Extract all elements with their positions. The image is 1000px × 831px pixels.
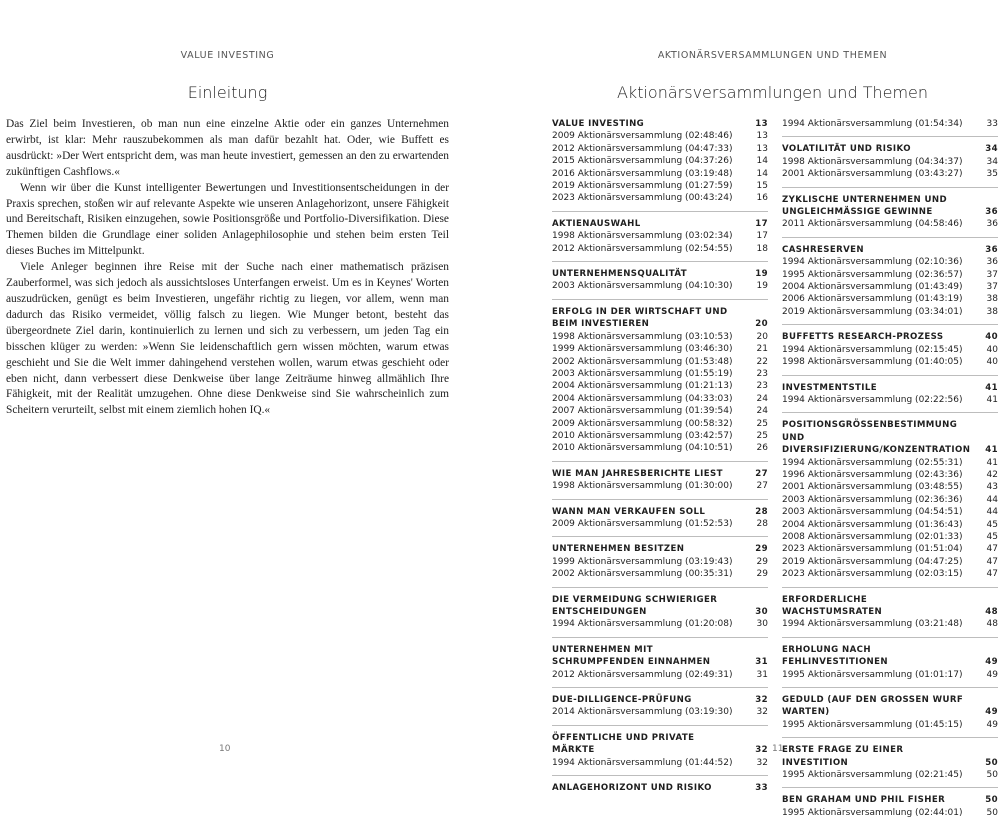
toc-entry-label: 2004 Aktionärsversammlung (01:43:49): [782, 282, 963, 293]
toc-section-page: 29: [755, 544, 768, 555]
toc-entry: [782, 531, 998, 543]
toc-section-title: ERSTE FRAGE ZU EINER INVESTITION: [782, 745, 904, 768]
toc-entry-page: 50: [986, 807, 998, 818]
toc-entry-page: 49: [986, 669, 998, 680]
toc-entry: [552, 368, 768, 380]
toc-entry-page: 31: [756, 669, 768, 680]
toc-section-title: ERFORDERLICHE WACHSTUMSRATEN: [782, 594, 883, 617]
toc-section: [552, 218, 768, 262]
toc-section-page: 33: [755, 783, 768, 794]
body-text: [6, 117, 449, 419]
toc-section-title: WANN MAN VERKAUFEN SOLL: [552, 506, 706, 517]
toc-entry-page: 38: [986, 306, 998, 317]
toc-entry-page: 45: [986, 519, 998, 530]
toc-entry-label: 2003 Aktionärsversammlung (04:10:30): [552, 281, 733, 292]
paragraph: Viele Anleger beginnen ihre Reise mit der Suche nach einer mathematisch präzisen Zauberformel, was sich jedoch als aussichtsloses Unterfangen erweist. Um es in Keynes' Worten auszudrücken, genügt es beim Investieren, ungefähr richtig zu liegen, vor allem, wenn man dadurch das Risiko vermeidet, völlig falsch zu liegen. Wie Munger betont, besteht das übergeordnete Ziel darin, kontinuierlich zu lernen und sich zu verbessern, um jeden Tag ein bisschen klüger zu werden: »Wenn Sie leidenschaftlich gern wissen möchten, warum etwas geschieht und Sie die Welt immer dahingehend verstehen wollen, warum etwas geschieht oder eben nicht, dann verbessert diese Denkweise über lange Zeiträume hinweg allmählich Ihre Fähigkeit, mit der Realität umzugehen. Ohne diese Denkweise sind Sie wahrscheinlich zum Scheitern verurteilt, selbst mit einem ziemlich hohen IQ.«: [6, 261, 449, 417]
toc-entry: [552, 331, 768, 343]
toc-entry: [552, 243, 768, 255]
toc-entry: [552, 168, 768, 180]
toc-entry-label: 1994 Aktionärsversammlung (02:15:45): [782, 344, 963, 355]
toc-section-page: 27: [755, 468, 768, 479]
toc-entry-page: 49: [986, 719, 998, 730]
toc-entry: [782, 118, 998, 130]
toc-section: [782, 382, 998, 414]
toc-section: [552, 644, 768, 688]
toc-entry: [782, 568, 998, 580]
toc-entry: [552, 405, 768, 417]
toc-entry-page: 14: [756, 168, 768, 179]
toc-entry-label: 2019 Aktionärsversammlung (01:27:59): [552, 181, 733, 192]
toc-entry-page: 21: [756, 344, 768, 355]
toc-entry: [552, 230, 768, 242]
toc-entry-label: 2012 Aktionärsversammlung (04:47:33): [552, 143, 733, 154]
toc-section-title: AKTIENAUSWAHL: [552, 218, 641, 229]
toc-entry-label: 2004 Aktionärsversammlung (01:36:43): [782, 519, 963, 530]
toc-section-heading: [552, 543, 768, 555]
toc-entry-label: 1994 Aktionärsversammlung (01:54:34): [782, 119, 963, 129]
toc-entry-label: 2015 Aktionärsversammlung (04:37:26): [552, 156, 733, 167]
toc-section: [552, 732, 768, 776]
toc-section-heading: [552, 732, 768, 757]
toc-entry: [782, 344, 998, 356]
toc-entry-label: 1998 Aktionärsversammlung (03:02:34): [552, 231, 733, 242]
toc-section-title: GEDULD (AUF DEN GROSSEN WURF WARTEN): [782, 695, 964, 718]
toc-entry: [552, 143, 768, 155]
toc-entry: [782, 481, 998, 493]
toc-entry-page: 23: [756, 381, 768, 392]
toc-section: [782, 143, 998, 187]
toc-entry-page: 38: [986, 294, 998, 305]
toc-section-page: 50: [985, 757, 998, 768]
toc-entry-label: 1999 Aktionärsversammlung (03:46:30): [552, 344, 733, 355]
running-head: AKTIONÄRSVERSAMMLUNGEN UND THEMEN: [657, 50, 888, 61]
toc-entry-page: 37: [986, 282, 998, 293]
toc-entry-label: 2012 Aktionärsversammlung (02:54:55): [552, 243, 733, 254]
toc-entry-page: 41: [986, 457, 998, 468]
toc-section: [552, 782, 768, 800]
toc-section-page: 49: [985, 707, 998, 718]
toc-section-heading: [782, 143, 998, 155]
toc-entry-label: 2016 Aktionärsversammlung (03:19:48): [552, 168, 733, 179]
toc-section-page: 32: [755, 695, 768, 706]
toc-entry: [552, 418, 768, 430]
toc-entry: [552, 280, 768, 292]
toc-entry-label: 1994 Aktionärsversammlung (02:10:36): [782, 257, 963, 268]
chapter-title: Aktionärsversammlungen und Themen: [616, 83, 929, 102]
toc-entry-page: 40: [986, 344, 998, 355]
toc-section-page: 28: [755, 506, 768, 517]
toc-entry-label: 2008 Aktionärsversammlung (02:01:33): [782, 531, 963, 542]
toc-section-heading: [782, 194, 998, 219]
toc-entry-page: 27: [756, 481, 768, 492]
toc-entry-label: 1998 Aktionärsversammlung (03:10:53): [552, 331, 733, 342]
toc-entry-page: 23: [756, 368, 768, 379]
toc-entry-label: 2012 Aktionärsversammlung (02:49:31): [552, 669, 733, 680]
toc-section-page: 50: [985, 795, 998, 806]
toc-section-heading: [782, 794, 998, 806]
paragraph: Wenn wir über die Kunst intelligenter Bewertungen und Investitionsentscheidungen in der Praxis sprechen, stoßen wir auf relevante Aspekte wie unseren Anlagehorizont, unsere Fähigkeit und Bereitschaft, Risiken einzugehen, sowie Positionsgröße und Portfolio-Diversifikation. Diese Themen bilden die Grundlage einer soliden Anlagephilosophie und stehen beim ersten Teil dieses Buches im Mittelpunkt.: [6, 181, 449, 258]
toc-entry-page: 47: [986, 569, 998, 580]
toc-entry-page: 50: [986, 770, 998, 781]
toc-entry: [782, 618, 998, 630]
toc-entry-page: 24: [756, 406, 768, 417]
toc-entry: [782, 556, 998, 568]
toc-entry: [782, 506, 998, 518]
toc-entry-label: 1994 Aktionärsversammlung (03:21:48): [782, 619, 963, 630]
toc-entry-page: 35: [986, 169, 998, 180]
toc-entry: [782, 457, 998, 469]
left-page: [0, 0, 500, 800]
toc-entry: [552, 480, 768, 492]
toc-entry-label: 1995 Aktionärsversammlung (02:36:57): [782, 269, 963, 280]
toc-entry: [782, 543, 998, 555]
toc-entry-page: 14: [756, 156, 768, 167]
toc-entry-page: 16: [756, 193, 768, 204]
toc-section-title: DIE VERMEIDUNG SCHWIERIGER ENTSCHEIDUNGEN: [552, 594, 718, 617]
toc-entry: [552, 430, 768, 442]
toc-section-heading: [782, 244, 998, 256]
toc-entry-label: 2014 Aktionärsversammlung (03:19:30): [552, 707, 733, 718]
toc-entry-page: 43: [986, 482, 998, 493]
toc-entry-page: 36: [986, 257, 998, 268]
toc-entry-page: 42: [986, 469, 998, 480]
toc-entry-page: 40: [986, 357, 998, 368]
toc-section-title: UNTERNEHMENSQUALITÄT: [552, 269, 687, 280]
toc-entry-label: 2023 Aktionärsversammlung (02:03:15): [782, 569, 963, 580]
toc-section-heading: [552, 306, 768, 331]
toc-entry-label: 2023 Aktionärsversammlung (00:43:24): [552, 193, 733, 204]
toc-entry-label: 1994 Aktionärsversammlung (02:22:56): [782, 394, 963, 405]
toc-entry: [782, 769, 998, 781]
toc-entry: [782, 156, 998, 168]
toc-section-page: 31: [755, 657, 768, 668]
toc-entry-page: 24: [756, 393, 768, 404]
toc-entry-page: 19: [756, 281, 768, 292]
toc-section-page: 17: [755, 218, 768, 229]
toc-section-title: ERHOLUNG NACH FEHLINVESTITIONEN: [782, 644, 888, 668]
toc-section-heading: [552, 468, 768, 480]
toc-entry-page: 30: [756, 619, 768, 630]
toc-entry: [552, 393, 768, 405]
toc-entry-label: 2004 Aktionärsversammlung (04:33:03): [552, 393, 733, 404]
toc-section-heading: [552, 644, 768, 669]
toc-section: [552, 468, 768, 500]
toc-section-title: BEN GRAHAM UND PHIL FISHER: [782, 795, 946, 806]
toc-section-heading: [552, 506, 768, 518]
toc-entry-page: 44: [986, 494, 998, 505]
toc-section: [782, 194, 998, 238]
toc-section: [782, 644, 998, 688]
toc-entry-label: 2003 Aktionärsversammlung (01:55:19): [552, 368, 733, 379]
toc-entry-label: 1995 Aktionärsversammlung (01:45:15): [782, 719, 963, 730]
chapter-title: Einleitung: [187, 83, 268, 102]
toc-entry-page: 32: [756, 707, 768, 718]
toc-entry-label: 1995 Aktionärsversammlung (01:01:17): [782, 669, 963, 680]
toc-entry-label: 1998 Aktionärsversammlung (01:40:05): [782, 357, 963, 368]
toc-entry: [782, 669, 998, 681]
toc-entry: [552, 180, 768, 192]
toc-section-heading: [782, 744, 998, 769]
toc-entry-label: 2010 Aktionärsversammlung (04:10:51): [552, 443, 733, 454]
toc-entry: [782, 719, 998, 731]
toc-entry-label: 2023 Aktionärsversammlung (01:51:04): [782, 544, 963, 555]
toc-column-1: [552, 118, 768, 806]
toc-entry: [782, 494, 998, 506]
toc-entry-page: 18: [756, 243, 768, 254]
toc-entry-label: 1994 Aktionärsversammlung (01:44:52): [552, 757, 733, 768]
toc-entry-page: 20: [756, 331, 768, 342]
toc-section-heading: [782, 382, 998, 394]
toc-entry-page: 13: [756, 143, 768, 154]
toc-section-heading: [782, 331, 998, 343]
toc-section-page: 48: [985, 607, 998, 617]
toc-section: [782, 118, 998, 137]
toc-section-page: 34: [985, 144, 998, 155]
toc-column-2: [782, 118, 998, 831]
toc-section: [782, 744, 998, 788]
toc-section-page: 13: [755, 119, 768, 129]
toc-section: [552, 306, 768, 462]
toc-section: [782, 331, 998, 375]
toc-section-heading: [552, 782, 768, 794]
toc-entry-label: 1995 Aktionärsversammlung (02:44:01): [782, 807, 963, 818]
toc-entry-label: 1994 Aktionärsversammlung (01:20:08): [552, 619, 733, 630]
toc-section-page: 20: [755, 319, 768, 330]
toc-section: [782, 694, 998, 738]
toc-entry-page: 29: [756, 569, 768, 580]
toc-entry-page: 29: [756, 556, 768, 567]
toc-section: [552, 268, 768, 300]
toc-entry-page: 45: [986, 531, 998, 542]
toc-entry-label: 2004 Aktionärsversammlung (01:21:13): [552, 381, 733, 392]
toc-section-page: 41: [985, 445, 998, 456]
toc-section-title: UNTERNEHMEN MIT SCHRUMPFENDEN EINNAHMEN: [552, 644, 711, 668]
toc-section-heading: [552, 694, 768, 706]
toc-entry: [782, 269, 998, 281]
toc-entry: [552, 442, 768, 454]
toc-section-page: 40: [985, 332, 998, 343]
toc-section-heading: [552, 594, 768, 619]
toc-entry-page: 44: [986, 507, 998, 518]
toc-entry-page: 37: [986, 269, 998, 280]
toc-entry: [782, 306, 998, 318]
toc-entry: [782, 293, 998, 305]
toc-entry: [552, 568, 768, 580]
toc-section-title: UNTERNEHMEN BESITZEN: [552, 544, 685, 555]
toc-section-heading: [782, 419, 998, 456]
toc-section-title: WIE MAN JAHRESBERICHTE LIEST: [552, 468, 723, 479]
toc-entry-label: 2009 Aktionärsversammlung (01:52:53): [552, 518, 733, 529]
toc-entry-label: 1998 Aktionärsversammlung (04:34:37): [782, 156, 963, 167]
toc-entry-page: 34: [986, 156, 998, 167]
toc-section: [782, 419, 998, 587]
toc-section-title: ANLAGEHORIZONT UND RISIKO: [552, 783, 712, 794]
right-page: [500, 0, 1000, 818]
toc-section-heading: [782, 694, 998, 719]
toc-section-page: 32: [755, 745, 768, 756]
toc-entry-label: 1998 Aktionärsversammlung (01:30:00): [552, 481, 733, 492]
toc-entry: [552, 343, 768, 355]
toc-entry: [552, 192, 768, 204]
page-number: 11: [772, 744, 784, 754]
toc-entry: [552, 556, 768, 568]
toc-entry: [552, 618, 768, 630]
toc-section-heading: [552, 118, 768, 130]
toc-entry: [552, 155, 768, 167]
paragraph: Das Ziel beim Investieren, ob man nun eine einzelne Aktie oder ein ganzes Unternehmen erwirbt, ist klar: Mehr rauszubekommen als man dafür bezahlt hat. Oder, wie Buffett es ausdrückt: »Der Wert entspricht dem, was man heute investiert, gemessen an den zu erwartenden zukünftigen Cashflows.«: [6, 118, 449, 178]
toc-section-title: DUE-DILLIGENCE-PRÜFUNG: [552, 695, 692, 706]
toc-entry-label: 2009 Aktionärsversammlung (00:58:32): [552, 418, 733, 429]
toc-entry-label: 2001 Aktionärsversammlung (03:43:27): [782, 169, 963, 180]
toc-entry-label: 1996 Aktionärsversammlung (02:43:36): [782, 469, 963, 480]
page-number: 10: [219, 744, 231, 754]
toc-entry-label: 2002 Aktionärsversammlung (01:53:48): [552, 356, 733, 367]
toc-entry-label: 2003 Aktionärsversammlung (02:36:36): [782, 494, 963, 505]
toc-entry: [782, 469, 998, 481]
toc-entry: [552, 669, 768, 681]
toc-entry-page: 17: [756, 231, 768, 242]
toc-entry: [552, 757, 768, 769]
toc-section: [552, 506, 768, 538]
toc-entry-label: 2011 Aktionärsversammlung (04:58:46): [782, 219, 963, 230]
toc-entry: [782, 394, 998, 406]
toc-entry-label: 2001 Aktionärsversammlung (03:48:55): [782, 482, 963, 493]
toc-entry-page: 32: [756, 757, 768, 768]
toc-entry-page: 47: [986, 556, 998, 567]
toc-entry: [782, 256, 998, 268]
toc-entry: [552, 518, 768, 530]
toc-section: [782, 244, 998, 325]
toc-section-title: ZYKLISCHE UNTERNEHMEN UND UNGLEICHMÄSSIGE GEWINNE: [782, 194, 948, 218]
toc-section-page: 36: [985, 244, 998, 255]
toc-section-page: 41: [985, 382, 998, 393]
toc-section: [782, 794, 998, 825]
toc-entry: [552, 356, 768, 368]
toc-entry-page: 22: [756, 356, 768, 367]
toc-section-title: POSITIONSGRÖSSENBESTIMMUNG UND DIVERSIFIZIERUNG/KONZENTRATION: [782, 420, 971, 456]
toc-section-heading: [552, 268, 768, 280]
toc-entry: [782, 807, 998, 819]
toc-entry: [552, 380, 768, 392]
toc-entry: [782, 356, 998, 368]
toc-entry-label: 2010 Aktionärsversammlung (03:42:57): [552, 430, 733, 441]
toc-entry-page: 26: [756, 443, 768, 454]
toc-section-title: CASHRESERVEN: [782, 244, 865, 255]
toc-section-title: VALUE INVESTING: [552, 119, 645, 129]
toc-entry-label: 2019 Aktionärsversammlung (03:34:01): [782, 306, 963, 317]
toc-section-title: INVESTMENTSTILE: [782, 382, 878, 393]
toc-entry: [782, 519, 998, 531]
toc-entry-page: 33: [986, 119, 998, 129]
toc-section-page: 19: [755, 269, 768, 280]
toc-entry-page: 25: [756, 418, 768, 429]
toc-entry-page: 13: [756, 131, 768, 142]
toc-entry-page: 36: [986, 219, 998, 230]
toc-entry-page: 48: [986, 619, 998, 630]
toc-entry-label: 1995 Aktionärsversammlung (02:21:45): [782, 770, 963, 781]
toc-entry: [782, 168, 998, 180]
toc-entry-label: 2007 Aktionärsversammlung (01:39:54): [552, 406, 733, 417]
toc-entry-label: 2009 Aktionärsversammlung (02:48:46): [552, 131, 733, 142]
toc-entry-page: 15: [756, 181, 768, 192]
toc-entry: [552, 706, 768, 718]
toc-entry-label: 1999 Aktionärsversammlung (03:19:43): [552, 556, 733, 567]
toc-entry-label: 2002 Aktionärsversammlung (00:35:31): [552, 569, 733, 580]
running-head: VALUE INVESTING: [180, 50, 275, 61]
toc-entry: [782, 281, 998, 293]
toc-entry: [782, 218, 998, 230]
toc-section-page: 49: [985, 657, 998, 668]
toc-section: [552, 594, 768, 638]
toc-section-title: VOLATILITÄT UND RISIKO: [782, 144, 911, 155]
toc-section-title: ERFOLG IN DER WIRTSCHAFT UND BEIM INVESTIEREN: [552, 306, 728, 330]
toc-entry-label: 1994 Aktionärsversammlung (02:55:31): [782, 457, 963, 468]
toc-entry-page: 28: [756, 518, 768, 529]
toc-entry-label: 2003 Aktionärsversammlung (04:54:51): [782, 507, 963, 518]
toc-entry: [552, 130, 768, 142]
toc-section-title: ÖFFENTLICHE UND PRIVATE MÄRKTE: [552, 732, 695, 756]
toc-section: [552, 694, 768, 726]
toc-section-title: BUFFETTS RESEARCH-PROZESS: [782, 332, 944, 343]
toc-entry-page: 41: [986, 394, 998, 405]
toc-section-page: 36: [985, 207, 998, 218]
toc-section-heading: [552, 218, 768, 230]
toc-entry-page: 25: [756, 430, 768, 441]
toc-section: [552, 543, 768, 587]
toc-section: [782, 594, 998, 638]
toc-entry-label: 2019 Aktionärsversammlung (04:47:25): [782, 556, 963, 567]
toc-entry-label: 2006 Aktionärsversammlung (01:43:19): [782, 294, 963, 305]
toc-section-heading: [782, 644, 998, 669]
toc-section-heading: [782, 594, 998, 619]
toc-entry-page: 47: [986, 544, 998, 555]
toc-section-page: 30: [755, 607, 768, 617]
toc-section: [552, 118, 768, 212]
